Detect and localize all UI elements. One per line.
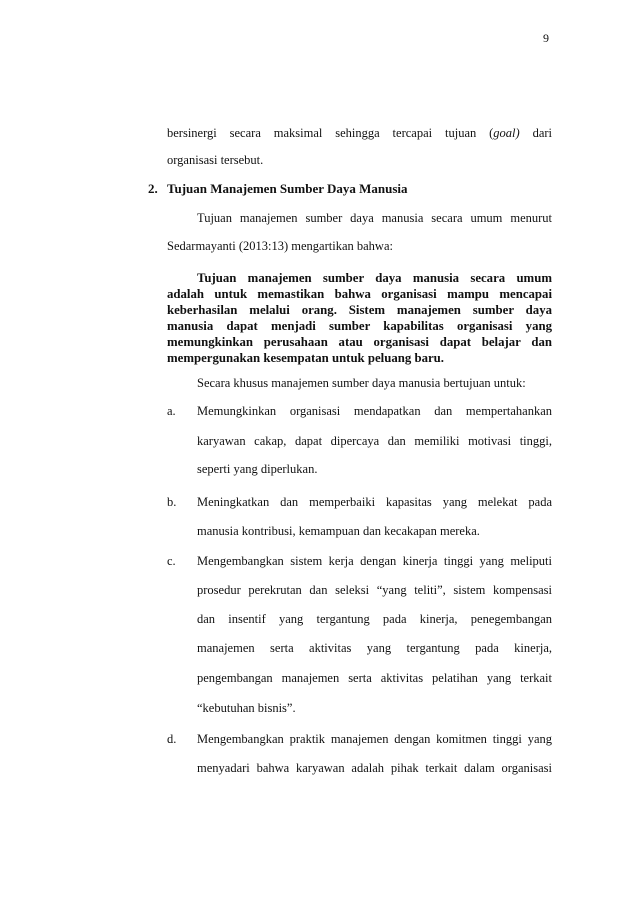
list-item-b-line-1: Meningkatkan dan memperbaiki kapasitas yang melekat pada (197, 495, 552, 509)
quote-line-3: keberhasilan melalui orang. Sistem manajemen sumber daya (167, 303, 552, 317)
list-marker-b: b. (167, 495, 177, 509)
page-number: 9 (543, 31, 549, 45)
list-marker-c: c. (167, 554, 176, 568)
quote-line-2: adalah untuk memastikan bahwa organisasi mampu mencapai (167, 287, 552, 301)
intro-text-1a: bersinergi secara maksimal sehingga tercapai tujuan ( (167, 126, 494, 140)
para2-line-1: Secara khusus manajemen sumber daya manusia bertujuan untuk: (197, 376, 526, 390)
list-item-a-line-2: karyawan cakap, dapat dipercaya dan memiliki motivasi tinggi, (197, 434, 552, 448)
intro-text-1b: dari (519, 126, 553, 140)
intro-line-1 (167, 125, 552, 141)
section-number: 2. (148, 181, 158, 196)
list-item-c-line-1: Mengembangkan sistem kerja dengan kinerja tinggi yang meliputi (197, 554, 552, 568)
list-marker-a: a. (167, 404, 176, 418)
quote-line-1: Tujuan manajemen sumber daya manusia secara umum (197, 271, 552, 285)
list-item-c-line-6: “kebutuhan bisnis”. (197, 701, 296, 715)
list-item-c-line-3: dan insentif yang tergantung pada kinerja, penegembangan (197, 612, 552, 626)
para1-line-1: Tujuan manajemen sumber daya manusia secara umum menurut (197, 211, 552, 225)
quote-line-4: manusia dapat menjadi sumber kapabilitas organisasi yang (167, 319, 552, 333)
list-item-d-line-1: Mengembangkan praktik manajemen dengan komitmen tinggi yang (197, 732, 552, 746)
list-item-c-line-5: pengembangan manajemen serta aktivitas pelatihan yang terkait (197, 671, 552, 685)
list-item-b-line-2: manusia kontribusi, kemampuan dan kecakapan mereka. (197, 524, 480, 538)
list-item-a-line-1: Memungkinkan organisasi mendapatkan dan mempertahankan (197, 404, 552, 418)
para1-line-2: Sedarmayanti (2013:13) mengartikan bahwa: (167, 239, 393, 253)
intro-text-1-em: goal) (493, 126, 520, 140)
list-item-c-line-2: prosedur perekrutan dan seleksi “yang teliti”, sistem kompensasi (197, 583, 552, 597)
list-item-c-line-4: manajemen serta aktivitas yang tergantung pada kinerja, (197, 641, 552, 655)
intro-line-2: organisasi tersebut. (167, 153, 264, 167)
quote-line-5: memungkinkan perusahaan atau organisasi dapat belajar dan (167, 335, 552, 349)
section-title: Tujuan Manajemen Sumber Daya Manusia (167, 181, 408, 196)
list-item-d-line-2: menyadari bahwa karyawan adalah pihak terkait dalam organisasi (197, 761, 552, 775)
list-item-a-line-3: seperti yang diperlukan. (197, 462, 318, 476)
quote-line-6: mempergunakan kesempatan untuk peluang baru. (167, 351, 444, 365)
list-marker-d: d. (167, 732, 177, 746)
